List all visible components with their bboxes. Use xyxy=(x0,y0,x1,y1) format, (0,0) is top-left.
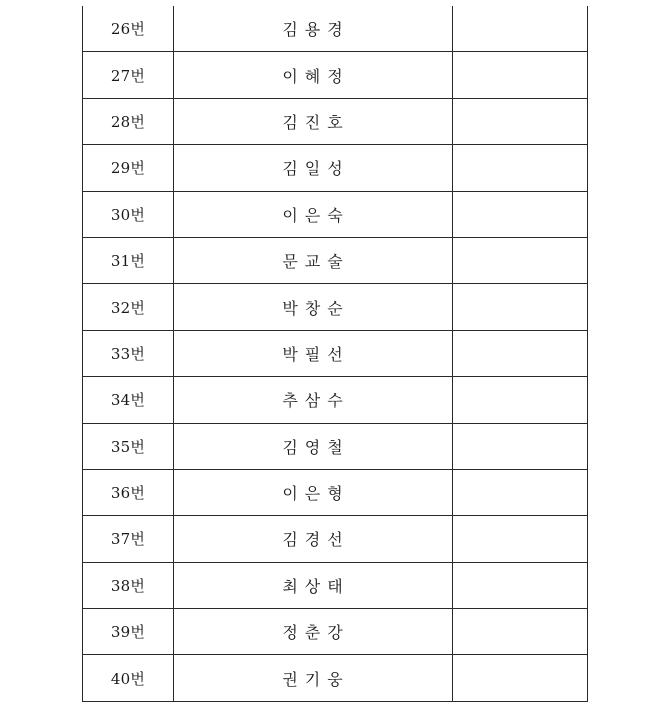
table-row xyxy=(83,284,588,330)
table-row xyxy=(83,469,588,515)
row-name: 문교술 xyxy=(174,237,453,283)
row-name: 최상태 xyxy=(174,562,453,608)
roster-table-body xyxy=(83,6,588,701)
table-row xyxy=(83,655,588,701)
table-row xyxy=(83,145,588,191)
row-blank-cell xyxy=(453,237,588,283)
roster-table xyxy=(82,6,588,702)
row-number: 34번 xyxy=(83,377,174,423)
row-name: 김진호 xyxy=(174,98,453,144)
row-blank-cell xyxy=(453,516,588,562)
row-name: 추삼수 xyxy=(174,377,453,423)
row-blank-cell xyxy=(453,6,588,52)
row-number: 30번 xyxy=(83,191,174,237)
row-name: 김용경 xyxy=(174,6,453,52)
row-blank-cell xyxy=(453,377,588,423)
row-number: 40번 xyxy=(83,655,174,701)
table-row xyxy=(83,609,588,655)
row-name: 정춘강 xyxy=(174,609,453,655)
row-blank-cell xyxy=(453,98,588,144)
row-blank-cell xyxy=(453,562,588,608)
row-blank-cell xyxy=(453,52,588,98)
row-blank-cell xyxy=(453,655,588,701)
row-number: 32번 xyxy=(83,284,174,330)
table-row xyxy=(83,377,588,423)
table-row xyxy=(83,562,588,608)
row-name: 이은숙 xyxy=(174,191,453,237)
row-blank-cell xyxy=(453,191,588,237)
row-number: 26번 xyxy=(83,6,174,52)
row-blank-cell xyxy=(453,423,588,469)
row-blank-cell xyxy=(453,330,588,376)
row-number: 38번 xyxy=(83,562,174,608)
table-row xyxy=(83,98,588,144)
row-name: 김일성 xyxy=(174,145,453,191)
row-blank-cell xyxy=(453,609,588,655)
row-name: 박필선 xyxy=(174,330,453,376)
table-row xyxy=(83,516,588,562)
row-blank-cell xyxy=(453,469,588,515)
row-number: 36번 xyxy=(83,469,174,515)
row-name: 김경선 xyxy=(174,516,453,562)
row-number: 31번 xyxy=(83,237,174,283)
row-name: 이혜정 xyxy=(174,52,453,98)
row-name: 권기웅 xyxy=(174,655,453,701)
row-number: 27번 xyxy=(83,52,174,98)
table-row xyxy=(83,330,588,376)
row-number: 35번 xyxy=(83,423,174,469)
table-row xyxy=(83,237,588,283)
table-row xyxy=(83,423,588,469)
row-number: 37번 xyxy=(83,516,174,562)
row-name: 이은형 xyxy=(174,469,453,515)
table-row xyxy=(83,191,588,237)
row-name: 김영철 xyxy=(174,423,453,469)
roster-sheet xyxy=(82,6,578,718)
row-blank-cell xyxy=(453,145,588,191)
table-row xyxy=(83,52,588,98)
row-number: 28번 xyxy=(83,98,174,144)
row-name: 박창순 xyxy=(174,284,453,330)
row-number: 39번 xyxy=(83,609,174,655)
row-number: 33번 xyxy=(83,330,174,376)
row-blank-cell xyxy=(453,284,588,330)
row-number: 29번 xyxy=(83,145,174,191)
table-row xyxy=(83,6,588,52)
